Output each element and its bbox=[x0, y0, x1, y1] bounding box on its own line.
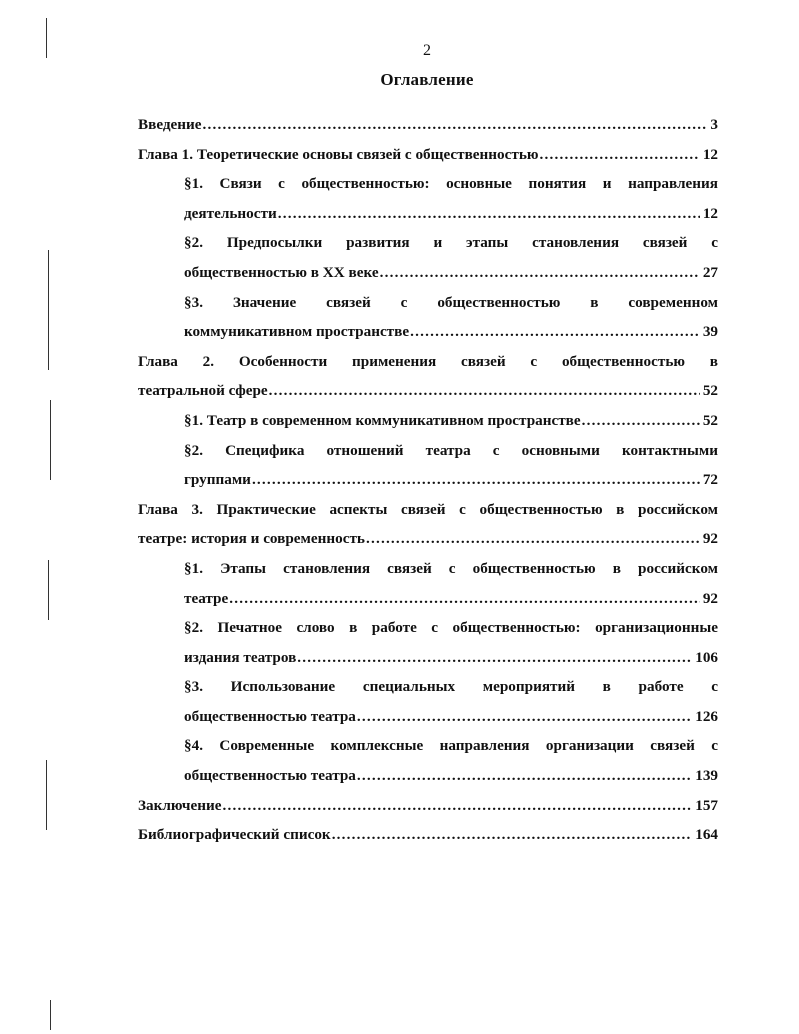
toc-entry-title: Введение bbox=[138, 116, 202, 133]
toc-page-number: 39 bbox=[702, 323, 718, 341]
toc-entry-last-line bbox=[184, 702, 718, 732]
toc-page-number: 139 bbox=[695, 767, 718, 785]
toc-entry-last-line bbox=[138, 524, 718, 554]
toc-dot-leader bbox=[297, 643, 692, 673]
toc-entry-line: Глава 2. Особенности применения связей с общественностью в bbox=[138, 352, 718, 370]
toc-section-entry bbox=[138, 672, 718, 731]
toc-entry-title: общественностью театра bbox=[184, 707, 356, 725]
toc-entry-title: общественностью театра bbox=[184, 767, 356, 785]
toc-entry-last-line bbox=[138, 140, 718, 170]
toc-dot-leader bbox=[203, 110, 708, 140]
toc-dot-leader bbox=[582, 406, 700, 436]
toc-chapter-entry bbox=[138, 140, 718, 170]
toc-page-number: 3 bbox=[710, 116, 718, 133]
toc-dot-leader bbox=[357, 761, 692, 791]
toc-page-number: 72 bbox=[702, 471, 718, 489]
toc-page-number: 12 bbox=[702, 145, 718, 163]
toc-page-number: 106 bbox=[695, 648, 718, 666]
scan-edge-marks bbox=[0, 0, 60, 1034]
toc-entry-last-line bbox=[184, 584, 718, 614]
toc-entry-title: общественностью в XX веке bbox=[184, 263, 379, 281]
toc-entry-title: театре: история и современность bbox=[138, 530, 365, 548]
toc-entry-last-line bbox=[184, 761, 718, 791]
toc-chapter-entry bbox=[138, 495, 718, 554]
toc-entry-last-line bbox=[138, 791, 718, 821]
toc-entry-line: §1. Этапы становления связей с общественностью в российском bbox=[184, 559, 718, 577]
toc-page-number: 92 bbox=[702, 530, 718, 548]
table-of-contents bbox=[138, 110, 718, 850]
toc-entry-title: Заключение bbox=[138, 796, 222, 814]
toc-entry-line: §2. Печатное слово в работе с общественностью: организационные bbox=[184, 619, 718, 637]
toc-entry-title: Библиографический список bbox=[138, 826, 331, 844]
toc-entry-line: §4. Современные комплексные направления организации связей с bbox=[184, 737, 718, 755]
toc-section-entry bbox=[138, 731, 718, 790]
toc-entry-line: §1. Связи с общественностью: основные понятия и направления bbox=[184, 175, 718, 193]
toc-section-entry bbox=[138, 406, 718, 436]
toc-chapter-entry bbox=[138, 820, 718, 850]
toc-page-number: 12 bbox=[702, 204, 718, 222]
toc-entry-last-line bbox=[184, 406, 718, 436]
toc-entry-last-line bbox=[138, 110, 718, 140]
toc-entry-line: §3. Использование специальных мероприятий в работе с bbox=[184, 678, 718, 696]
page-number: 2 bbox=[423, 42, 431, 59]
toc-page-number: 164 bbox=[695, 826, 718, 844]
toc-entry-title: деятельности bbox=[184, 204, 277, 222]
toc-entry-last-line bbox=[184, 199, 718, 229]
toc-page-number: 92 bbox=[702, 589, 718, 607]
toc-entry-last-line bbox=[184, 465, 718, 495]
toc-entry-title: коммуникативном пространстве bbox=[184, 323, 410, 341]
toc-entry-last-line bbox=[184, 317, 718, 347]
toc-entry-title: группами bbox=[184, 471, 251, 489]
toc-dot-leader bbox=[357, 702, 692, 732]
toc-section-entry bbox=[138, 554, 718, 613]
toc-entry-last-line bbox=[184, 643, 718, 673]
toc-section-entry bbox=[138, 169, 718, 228]
toc-entry-title: театре bbox=[184, 589, 229, 607]
toc-entry-title: Глава 1. Теоретические основы связей с общественностью bbox=[138, 145, 539, 163]
toc-entry-line: Глава 3. Практические аспекты связей с общественностью в российском bbox=[138, 500, 718, 518]
toc-page-number: 27 bbox=[702, 263, 718, 281]
toc-page-number: 52 bbox=[702, 382, 718, 400]
toc-entry-title: театральной сфере bbox=[138, 382, 268, 400]
toc-dot-leader bbox=[380, 258, 700, 288]
toc-dot-leader bbox=[229, 584, 700, 614]
toc-entry-line: §2. Предпосылки развития и этапы становления связей с bbox=[184, 234, 718, 252]
toc-page-number: 157 bbox=[695, 796, 718, 814]
toc-section-entry bbox=[138, 288, 718, 347]
toc-dot-leader bbox=[222, 791, 692, 821]
toc-entry-title: §1. Театр в современном коммуникативном пространстве bbox=[184, 411, 581, 429]
toc-entry-line: §3. Значение связей с общественностью в современном bbox=[184, 293, 718, 311]
toc-section-entry bbox=[138, 228, 718, 287]
page-title: Оглавление bbox=[380, 70, 474, 89]
toc-chapter-entry bbox=[138, 347, 718, 406]
toc-dot-leader bbox=[332, 820, 693, 850]
toc-page-number: 52 bbox=[702, 411, 718, 429]
toc-entry-title: издания театров bbox=[184, 648, 297, 666]
toc-page-number: 126 bbox=[695, 707, 718, 725]
toc-chapter-entry bbox=[138, 791, 718, 821]
toc-entry-last-line bbox=[138, 820, 718, 850]
toc-section-entry bbox=[138, 436, 718, 495]
toc-section-entry bbox=[138, 613, 718, 672]
toc-dot-leader bbox=[252, 465, 700, 495]
toc-dot-leader bbox=[269, 376, 700, 406]
toc-entry-last-line bbox=[184, 258, 718, 288]
toc-dot-leader bbox=[278, 199, 700, 229]
toc-dot-leader bbox=[539, 140, 699, 170]
toc-dot-leader bbox=[410, 317, 700, 347]
toc-dot-leader bbox=[366, 524, 700, 554]
toc-chapter-entry bbox=[138, 110, 718, 140]
toc-entry-line: §2. Специфика отношений театра с основными контактными bbox=[184, 441, 718, 459]
toc-entry-last-line bbox=[138, 376, 718, 406]
